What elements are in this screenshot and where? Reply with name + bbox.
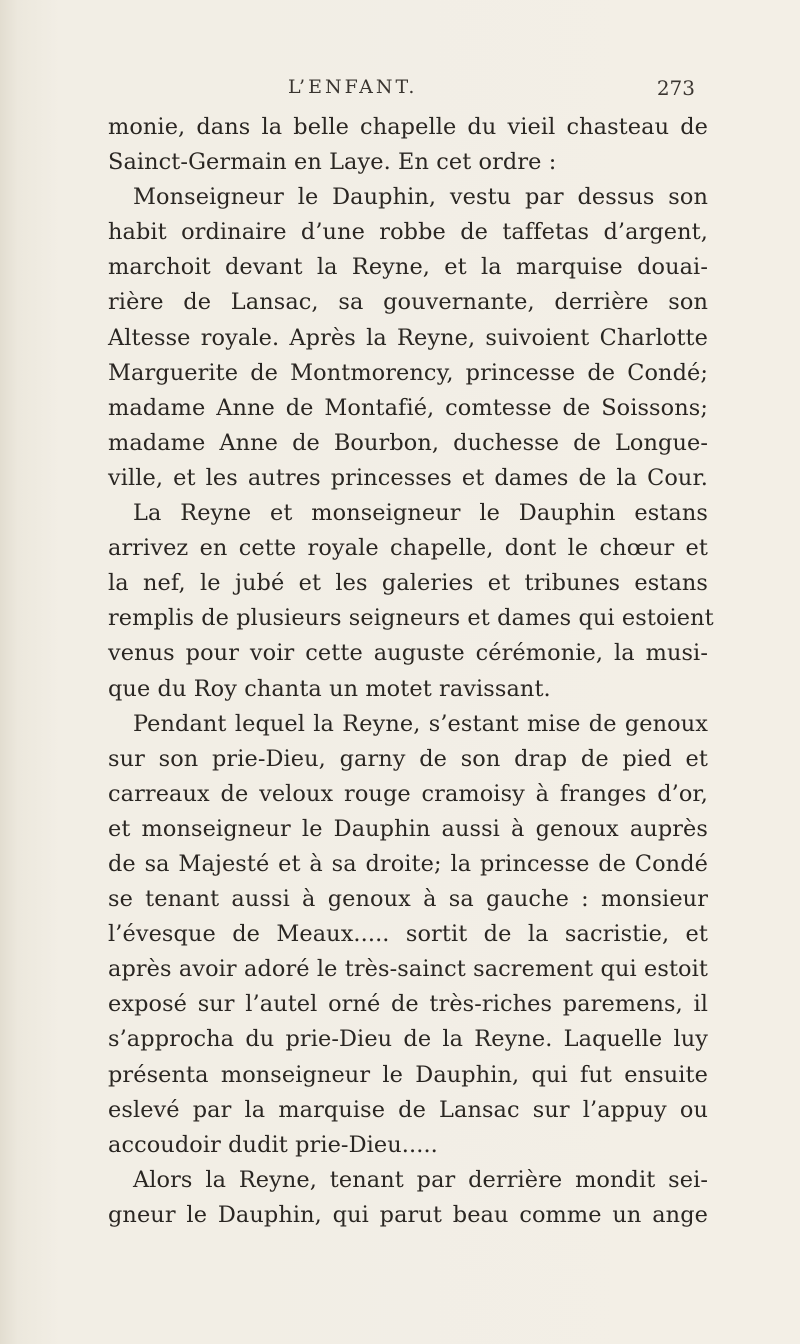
text-line: arrivez en cette royale chapelle, dont le chœur et [108, 535, 708, 562]
text-line: madame Anne de Bourbon, duchesse de Longue- [108, 429, 708, 456]
running-head: L’ENFANT. [288, 76, 418, 98]
text-line: venus pour voir cette auguste cérémonie, la musi- [108, 640, 708, 667]
text-line: marchoit devant la Reyne, et la marquise douai- [108, 254, 708, 281]
text-line: remplis de plusieurs seigneurs et dames qui estoient [108, 605, 714, 632]
text-line: la nef, le jubé et les galeries et tribunes estans [108, 570, 708, 597]
text-line: gneur le Dauphin, qui parut beau comme un ange [108, 1201, 708, 1228]
text-line: La Reyne et monseigneur le Dauphin estans [133, 500, 708, 527]
text-line: exposé sur l’autel orné de très-riches paremens, il [108, 991, 708, 1018]
text-line: Sainct-Germain en Laye. En cet ordre : [108, 149, 557, 176]
text-line: l’évesque de Meaux..... sortit de la sacristie, et [108, 921, 708, 948]
text-line: de sa Majesté et à sa droite; la princesse de Condé [108, 850, 708, 877]
text-line: que du Roy chanta un motet ravissant. [108, 675, 551, 702]
text-line: rière de Lansac, sa gouvernante, derrière son [108, 289, 708, 316]
text-line: sur son prie-Dieu, garny de son drap de pied et [108, 745, 708, 772]
text-line: monie, dans la belle chapelle du vieil chasteau de [108, 114, 708, 140]
text-line: Altesse royale. Après la Reyne, suivoient Charlotte [108, 324, 708, 351]
text-line: eslevé par la marquise de Lansac sur l’appuy ou [108, 1096, 708, 1123]
body-text [108, 110, 714, 1233]
page-number: 273 [656, 76, 695, 100]
text-line: après avoir adoré le très-sainct sacrement qui estoit [108, 956, 708, 983]
text-line: Monseigneur le Dauphin, vestu par dessus son [133, 184, 708, 211]
text-line: s’approcha du prie-Dieu de la Reyne. Laquelle luy [108, 1026, 708, 1053]
text-line: madame Anne de Montafié, comtesse de Soissons; [108, 394, 708, 421]
text-line: ville, et les autres princesses et dames de la Cour. [108, 464, 708, 491]
text-line: Marguerite de Montmorency, princesse de Condé; [108, 359, 708, 386]
text-line: carreaux de veloux rouge cramoisy à franges d’or, [108, 780, 708, 807]
page-header [0, 76, 800, 106]
text-line: Pendant lequel la Reyne, s’estant mise de genoux [133, 710, 708, 737]
text-line: présenta monseigneur le Dauphin, qui fut ensuite [108, 1061, 708, 1088]
text-line: se tenant aussi à genoux à sa gauche : monsieur [108, 886, 708, 913]
text-line: Alors la Reyne, tenant par derrière mondit sei- [133, 1166, 708, 1193]
text-line: habit ordinaire d’une robbe de taffetas d’argent, [108, 219, 708, 246]
text-line: accoudoir dudit prie-Dieu..... [108, 1131, 438, 1158]
text-line: et monseigneur le Dauphin aussi à genoux auprès [108, 815, 708, 842]
